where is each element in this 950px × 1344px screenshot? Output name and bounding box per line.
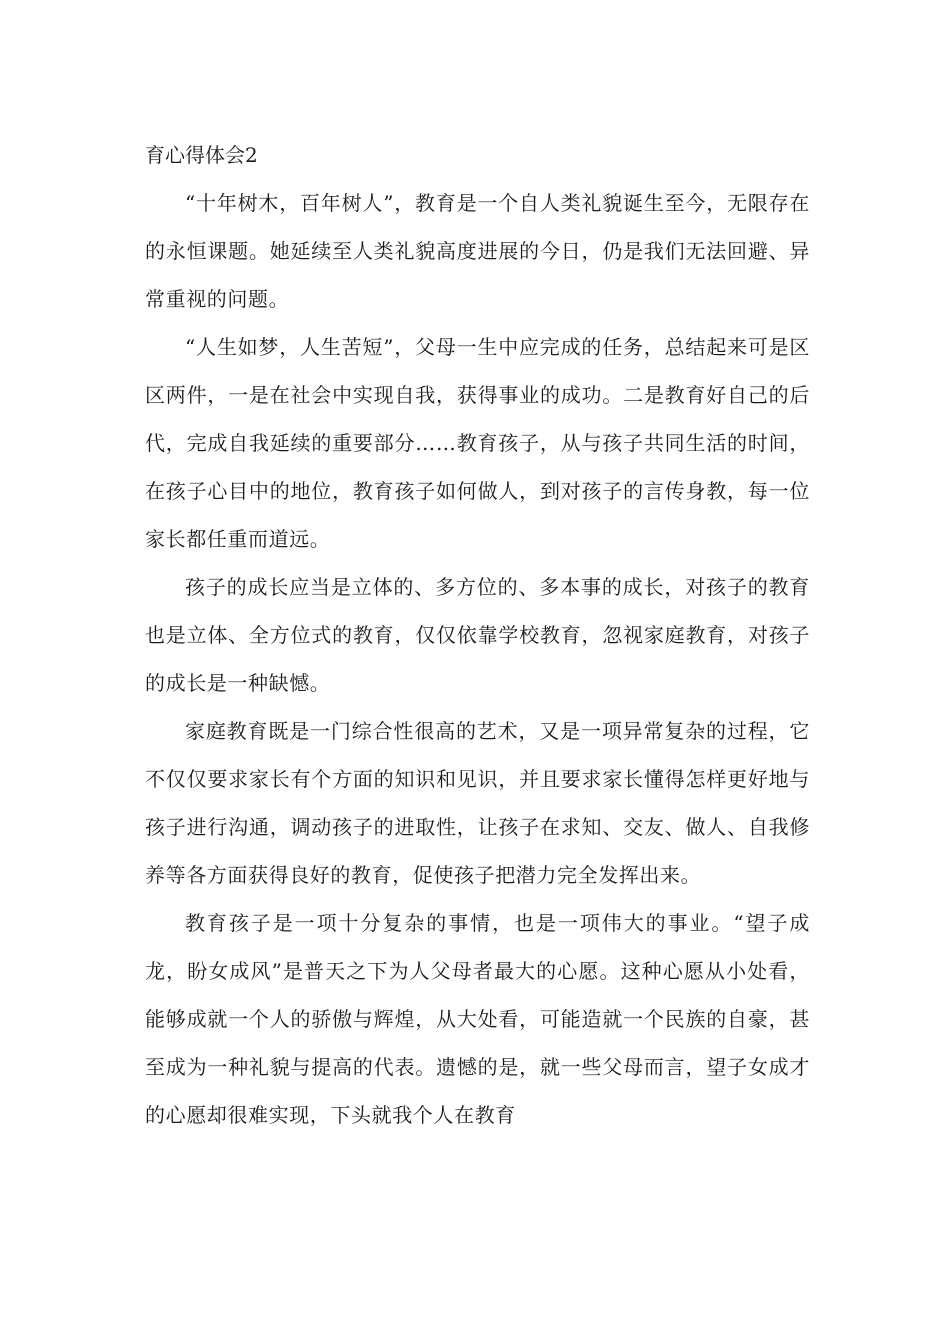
paragraph-4: 家庭教育既是一门综合性很高的艺术，又是一项异常复杂的过程，它不仅仅要求家长有个方面的知识和见识，并且要求家长懂得怎样更好地与孩子进行沟通，调动孩子的进取性，让孩子在求知、交友、做人、自我修养等各方面获得良好的教育，促使孩子把潜力完全发挥出来。 bbox=[145, 719, 810, 887]
paragraph-5: 教育孩子是一项十分复杂的事情，也是一项伟大的事业。“望子成龙，盼女成风”是普天之下为人父母者最大的心愿。这种心愿从小处看，能够成就一个人的骄傲与辉煌，从大处看，可能造就一个民族的自豪，甚至成为一种礼貌与提高的代表。遗憾的是，就一些父母而言，望子女成才的心愿却很难实现，下头就我个人在教育 bbox=[145, 911, 810, 1127]
paragraph-3: 孩子的成长应当是立体的、多方位的、多本事的成长，对孩子的教育也是立体、全方位式的教育，仅仅依靠学校教育，忽视家庭教育，对孩子的成长是一种缺憾。 bbox=[145, 575, 810, 695]
paragraph-1: “十年树木，百年树人”，教育是一个自人类礼貌诞生至今，无限存在的永恒课题。她延续至人类礼貌高度进展的今日，仍是我们无法回避、异常重视的问题。 bbox=[145, 191, 810, 311]
paragraph-2: “人生如梦，人生苦短”，父母一生中应完成的任务，总结起来可是区区两件，一是在社会中实现自我，获得事业的成功。二是教育好自己的后代，完成自我延续的重要部分……教育孩子，从与孩子共同生活的时间，在孩子心目中的地位，教育孩子如何做人，到对孩子的言传身教，每一位家长都任重而道远。 bbox=[145, 335, 810, 551]
document-title: 育心得体会2 bbox=[145, 143, 258, 167]
document-body bbox=[145, 131, 810, 1139]
